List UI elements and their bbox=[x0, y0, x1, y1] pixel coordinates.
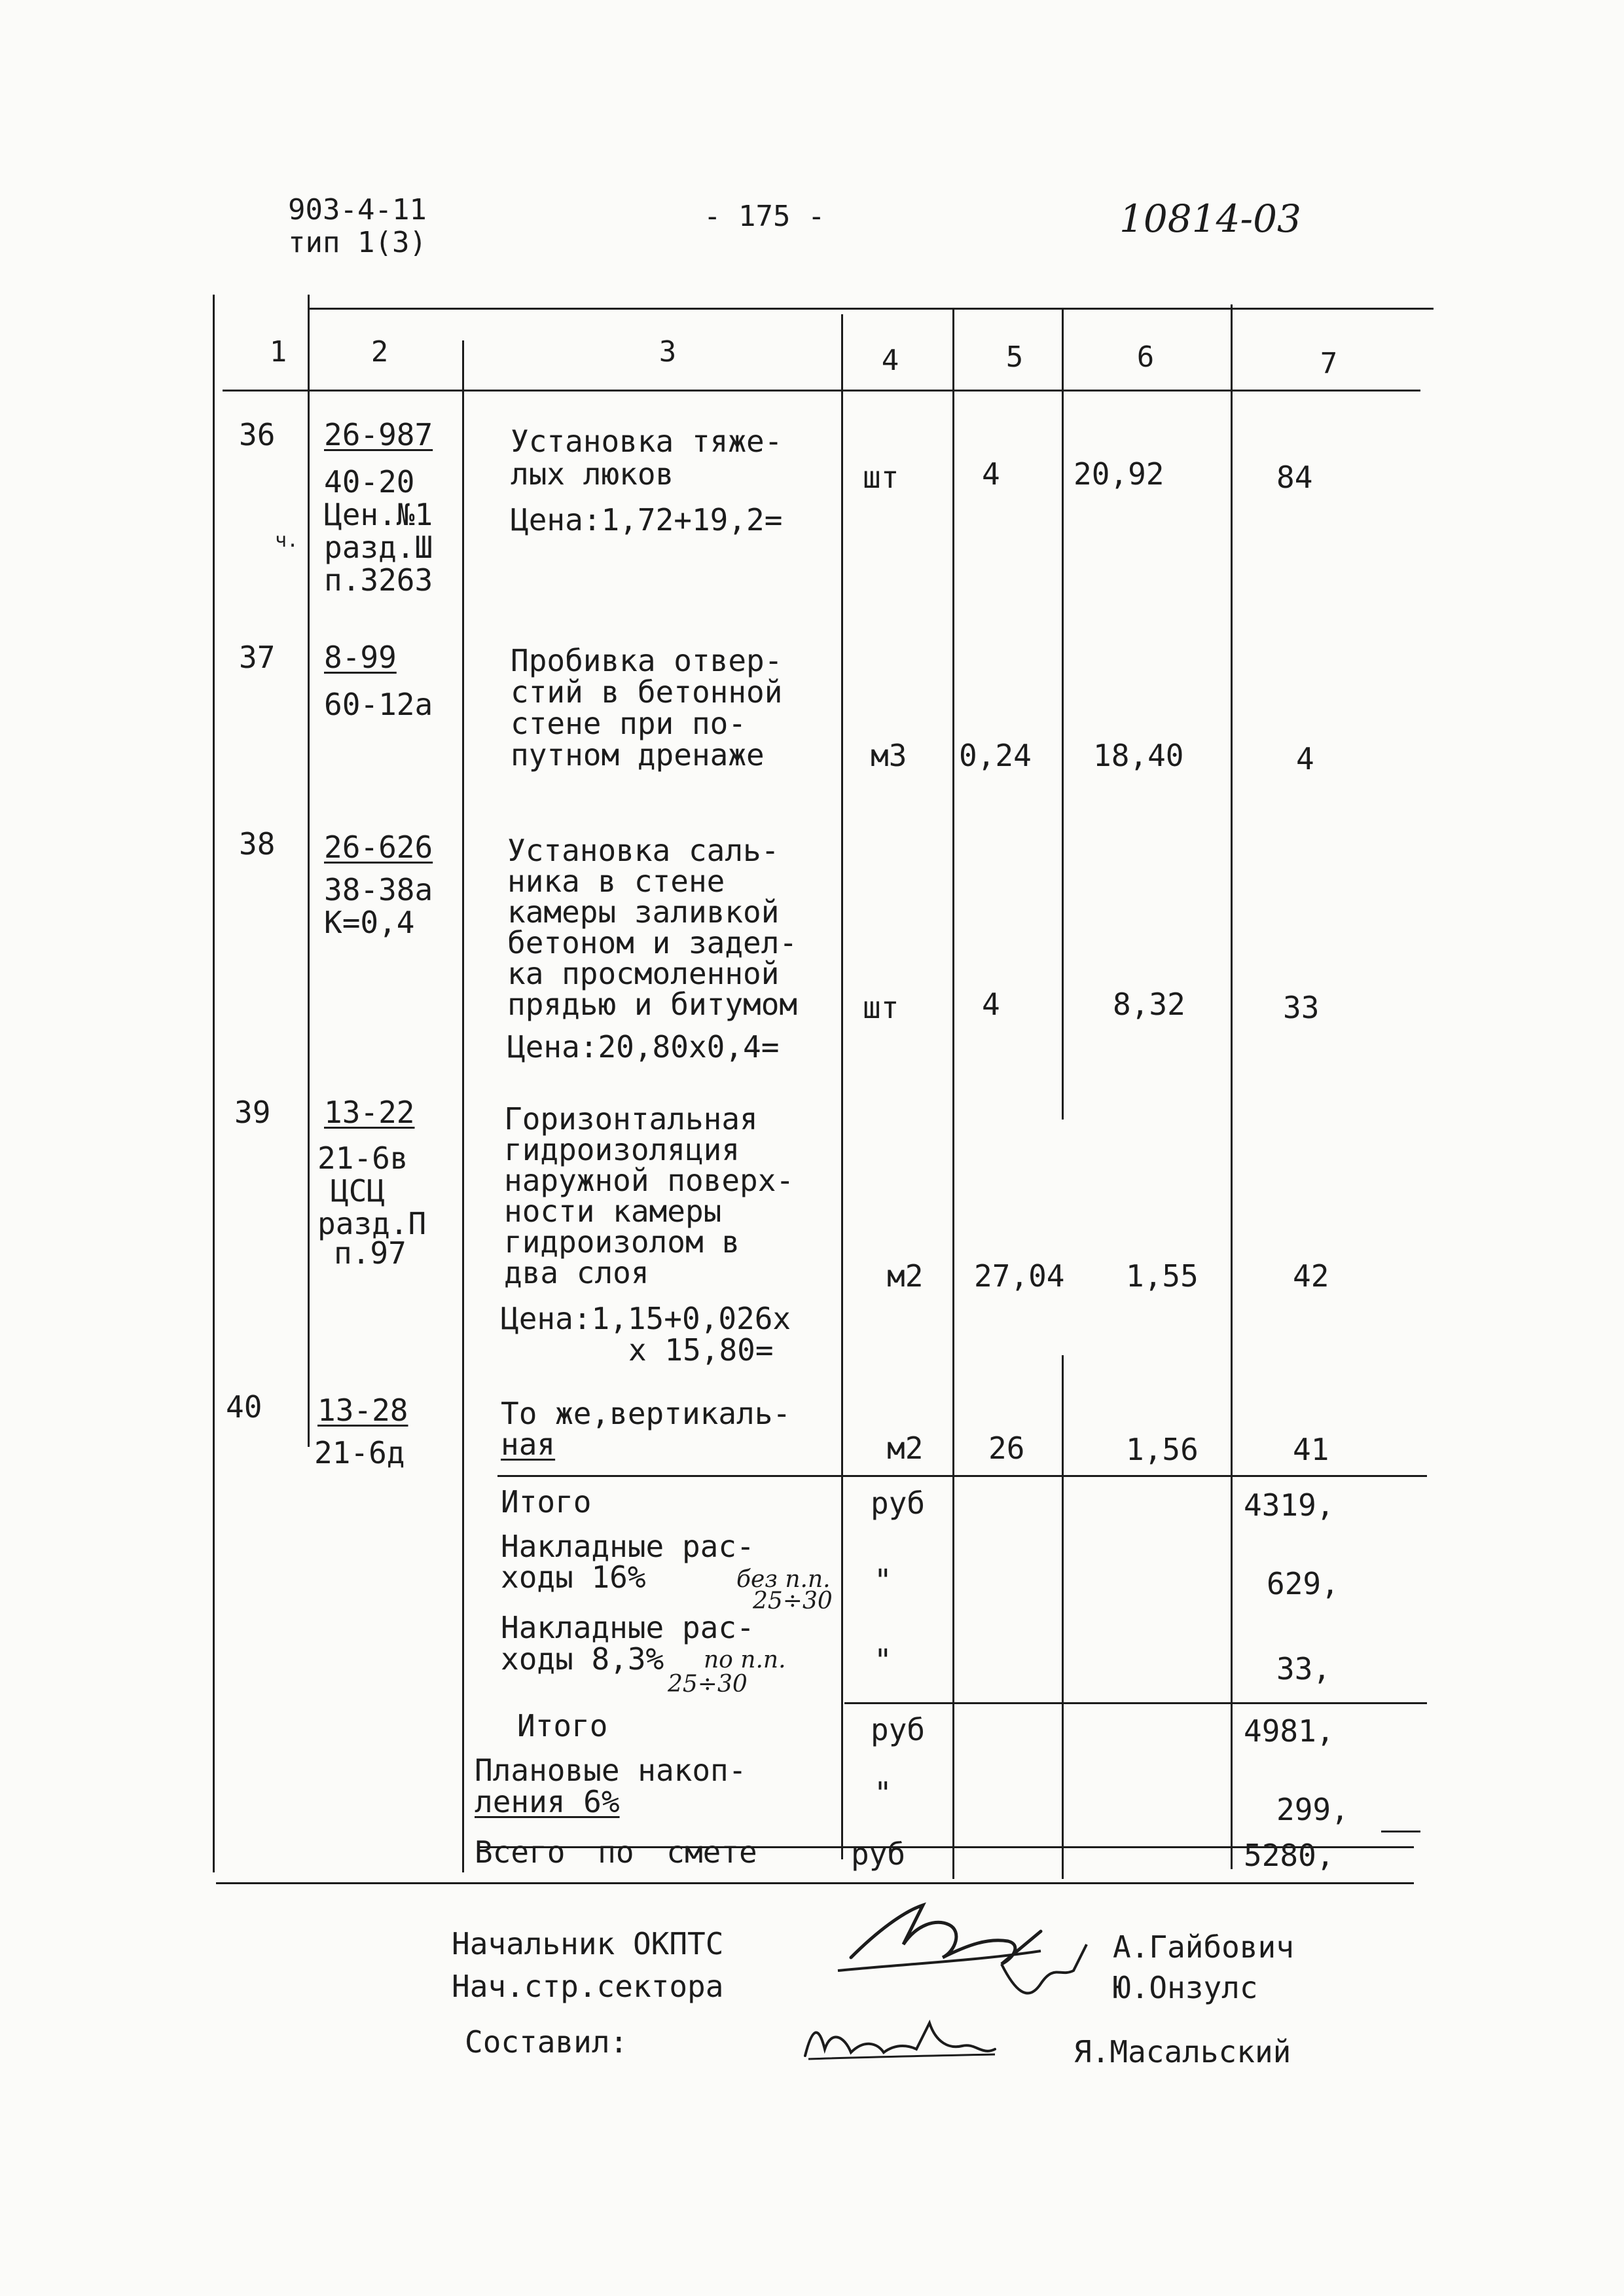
row-total: 84 bbox=[1276, 460, 1313, 495]
row-quantity: 26 bbox=[988, 1430, 1025, 1466]
row-ref: п.3263 bbox=[324, 562, 433, 598]
row-code: 8-99 bbox=[324, 640, 397, 675]
project-code: 903-4-11 bbox=[288, 193, 427, 227]
signatory-position: Начальник ОКПТС bbox=[452, 1926, 724, 1961]
signatory-position: Составил: bbox=[465, 2024, 628, 2060]
planned-unit: " bbox=[874, 1776, 892, 1811]
row-quantity: 4 bbox=[982, 987, 1000, 1022]
subtotal-value: 4981, bbox=[1244, 1713, 1335, 1749]
row-description: камеры заливкой bbox=[507, 894, 780, 930]
grand-total-unit: руб bbox=[851, 1836, 906, 1872]
row-ref: 40-20 bbox=[324, 464, 415, 500]
row-price-formula: Цена:1,72+19,2= bbox=[511, 502, 783, 538]
subtotal-value: 4319, bbox=[1244, 1487, 1335, 1523]
row-number: 39 bbox=[234, 1095, 271, 1130]
row-description: путном дренаже bbox=[511, 737, 765, 773]
signatory-name: А.Гайбович bbox=[1113, 1929, 1294, 1965]
signatory-name: Ю.Онзулс bbox=[1113, 1970, 1258, 2005]
planned-label: ления 6% bbox=[475, 1784, 620, 1819]
row-unit-price: 20,92 bbox=[1074, 456, 1164, 492]
row-description: стене при по- bbox=[511, 706, 747, 741]
col-header-4: 4 bbox=[881, 344, 899, 377]
row-price-formula: х 15,80= bbox=[628, 1332, 774, 1368]
row-number: 36 bbox=[239, 417, 276, 452]
overhead-note: по п.п. bbox=[704, 1647, 786, 1673]
row-unit-price: 8,32 bbox=[1113, 987, 1185, 1022]
row-unit: м2 bbox=[887, 1430, 924, 1466]
row-ref: Цен.№1 bbox=[324, 497, 433, 532]
overhead-label: ходы 16% bbox=[501, 1559, 646, 1595]
row-unit: м3 bbox=[871, 738, 907, 773]
planned-value: 299, bbox=[1276, 1792, 1349, 1827]
handwritten-signature bbox=[799, 2003, 1008, 2075]
overhead-value: 629, bbox=[1267, 1566, 1339, 1601]
row-price-formula: Цена:20,80х0,4= bbox=[507, 1029, 780, 1065]
row-unit-price: 1,55 bbox=[1126, 1258, 1199, 1294]
row-number: 37 bbox=[239, 640, 276, 675]
row-description: лых люков bbox=[511, 456, 674, 492]
handwritten-signature bbox=[825, 1886, 1100, 2016]
row-code: 13-28 bbox=[317, 1393, 408, 1428]
row-total: 4 bbox=[1296, 741, 1314, 776]
signatory-position: Нач.стр.сектора bbox=[452, 1969, 724, 2004]
row-quantity: 27,04 bbox=[974, 1258, 1065, 1294]
signatory-name: Я.Масальский bbox=[1074, 2034, 1291, 2069]
row-quantity: 0,24 bbox=[959, 738, 1032, 773]
row-description: гидроизоляция bbox=[504, 1132, 740, 1167]
row-ref: 38-38а bbox=[324, 872, 433, 907]
row-ref: разд.Ш bbox=[324, 530, 433, 565]
row-unit: м2 bbox=[887, 1258, 924, 1294]
col-header-3: 3 bbox=[659, 335, 677, 369]
row-description: Пробивка отвер- bbox=[511, 643, 783, 678]
row-unit-price: 18,40 bbox=[1093, 738, 1184, 773]
overhead-label: Накладные рас- bbox=[501, 1529, 755, 1564]
row-unit: шт bbox=[863, 460, 899, 495]
row-number: 40 bbox=[226, 1389, 262, 1425]
row-description: бетоном и задел- bbox=[507, 925, 798, 960]
overhead-value: 33, bbox=[1276, 1651, 1331, 1686]
row-unit: шт bbox=[863, 990, 899, 1025]
row-description: То же,вертикаль- bbox=[501, 1396, 791, 1431]
row-ref: 21-6д bbox=[314, 1435, 405, 1470]
planned-label: Плановые накоп- bbox=[475, 1753, 747, 1788]
page-number: - 175 - bbox=[704, 200, 825, 233]
row-description: ная bbox=[501, 1427, 556, 1462]
subtotal-label: Итого bbox=[517, 1708, 608, 1743]
row-total: 41 bbox=[1293, 1432, 1329, 1467]
row-code: 26-626 bbox=[324, 829, 433, 865]
col-header-7: 7 bbox=[1320, 347, 1338, 380]
project-type: тип 1(3) bbox=[288, 226, 427, 259]
row-price-formula: Цена:1,15+0,026х bbox=[501, 1301, 791, 1336]
row-number: 38 bbox=[239, 826, 276, 862]
overhead-note: 25÷30 bbox=[753, 1588, 833, 1614]
subtotal-unit: руб bbox=[871, 1485, 926, 1521]
row-quantity: 4 bbox=[982, 456, 1000, 492]
overhead-label: ходы 8,3% bbox=[501, 1641, 664, 1677]
row-ref: ЦСЦ bbox=[331, 1173, 386, 1209]
col-header-2: 2 bbox=[370, 335, 389, 369]
overhead-note: без п.п. bbox=[736, 1566, 831, 1593]
col-header-6: 6 bbox=[1136, 340, 1155, 374]
overhead-note: 25÷30 bbox=[668, 1671, 748, 1698]
row-total: 42 bbox=[1293, 1258, 1329, 1294]
row-ref: п.97 bbox=[334, 1235, 406, 1271]
col-header-1: 1 bbox=[269, 335, 287, 369]
row-description: Установка саль- bbox=[507, 833, 780, 868]
row-ref: разд.П bbox=[317, 1206, 427, 1241]
grand-total-label: Всего по смете bbox=[475, 1834, 757, 1870]
row-code: 13-22 bbox=[324, 1095, 415, 1130]
row-unit-price: 1,56 bbox=[1126, 1432, 1199, 1467]
row-description: Горизонтальная bbox=[504, 1101, 758, 1137]
row-ref: К=0,4 bbox=[324, 905, 415, 940]
col-header-5: 5 bbox=[1005, 340, 1024, 374]
document-number: 10814-03 bbox=[1119, 196, 1301, 241]
overhead-label: Накладные рас- bbox=[501, 1610, 755, 1645]
row-ref: 21-6в bbox=[317, 1140, 408, 1176]
subtotal-label: Итого bbox=[501, 1484, 592, 1520]
row-description: Установка тяже- bbox=[511, 424, 783, 459]
row-ref: 60-12а bbox=[324, 687, 433, 722]
row-description: наружной поверх- bbox=[504, 1163, 795, 1198]
overhead-unit: " bbox=[874, 1563, 892, 1598]
row-description: гидроизолом в bbox=[504, 1224, 740, 1260]
row-description: ка просмоленной bbox=[507, 956, 780, 991]
grand-total-value: 5280, bbox=[1244, 1838, 1335, 1873]
row-code: 26-987 bbox=[324, 417, 433, 452]
row-description: ника в стене bbox=[507, 864, 725, 899]
row-description: два слоя bbox=[504, 1255, 649, 1290]
subtotal-unit: руб bbox=[871, 1712, 926, 1747]
row-total: 33 bbox=[1283, 990, 1320, 1025]
row-description: прядью и битумом bbox=[507, 987, 798, 1022]
row-description: стий в бетонной bbox=[511, 674, 783, 710]
margin-note: ч. bbox=[275, 529, 299, 552]
row-description: ности камеры bbox=[504, 1194, 722, 1229]
overhead-unit: " bbox=[874, 1643, 892, 1678]
